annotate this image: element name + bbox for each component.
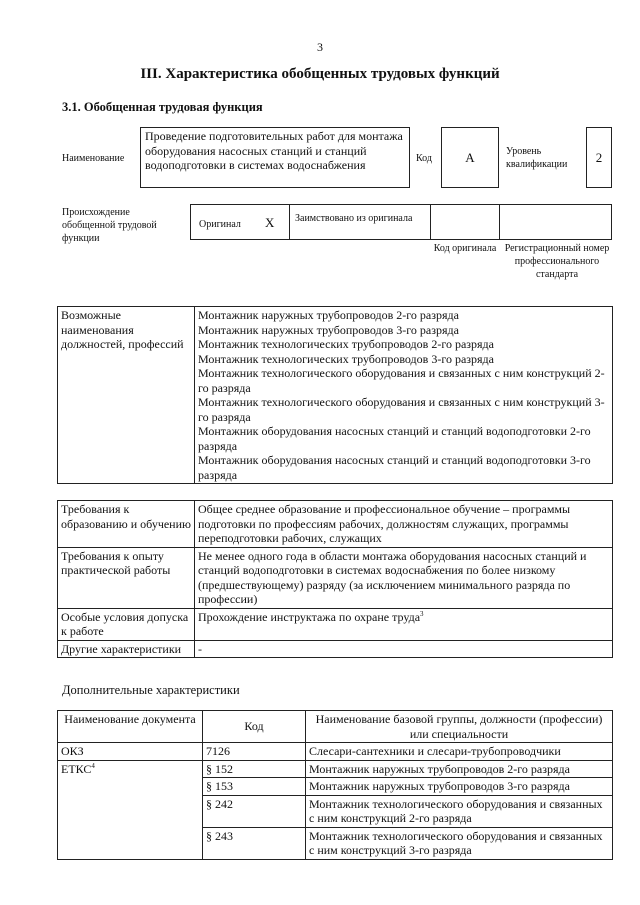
etks-name: Монтажник технологического оборудования и связанных с ним конструкций 3-го разряда bbox=[306, 827, 613, 859]
list-item: Монтажник технологических трубопроводов 3-го разряда bbox=[198, 351, 494, 366]
section-title: III. Характеристика обобщенных трудовых функций bbox=[140, 66, 500, 82]
column-header-document: Наименование документа bbox=[58, 711, 203, 743]
okz-doc: ОКЗ bbox=[58, 743, 203, 761]
etks-code: § 243 bbox=[203, 827, 306, 859]
list-item: Монтажник оборудования насосных станций и станций водоподготовки 2-го разряда bbox=[198, 424, 591, 453]
etks-code: § 152 bbox=[203, 760, 306, 778]
etks-code: § 153 bbox=[203, 778, 306, 796]
other-value: - bbox=[195, 640, 613, 658]
additional-table bbox=[57, 710, 613, 860]
origin-label: Происхождение обобщенной трудовой функции bbox=[62, 207, 157, 244]
column-header-code: Код bbox=[203, 711, 306, 743]
table-row bbox=[58, 760, 613, 778]
table-row bbox=[58, 711, 613, 743]
function-name-box bbox=[140, 127, 410, 188]
education-label: Требования к образованию и обучению bbox=[58, 501, 195, 548]
etks-name: Монтажник наружных трубопроводов 3-го разряда bbox=[306, 778, 613, 796]
list-item: Монтажник наружных трубопроводов 3-го разряда bbox=[198, 322, 459, 337]
list-item: Монтажник технологического оборудования и связанных с ним конструкций 2-го разряда bbox=[198, 366, 605, 395]
original-box bbox=[190, 204, 290, 240]
okz-code: 7126 bbox=[203, 743, 306, 761]
list-item: Монтажник оборудования насосных станций и станций водоподготовки 3-го разряда bbox=[198, 453, 591, 482]
etks-name: Монтажник наружных трубопроводов 2-го разряда bbox=[306, 760, 613, 778]
reg-number-label: Регистрационный номер профессионального стандарта bbox=[504, 243, 610, 280]
code-label: Код bbox=[416, 153, 432, 164]
etks-doc-cell bbox=[58, 760, 203, 859]
education-value: Общее среднее образование и профессиональное обучение – программы подготовки по профессиям рабочих, должностям служащих, программы переподготовки рабочих, служащих bbox=[195, 501, 613, 548]
table-row bbox=[58, 501, 613, 548]
page-number: 3 bbox=[317, 40, 323, 54]
special-conditions-value: Прохождение инструктажа по охране труда bbox=[198, 609, 421, 624]
original-mark: Х bbox=[265, 215, 275, 230]
name-label: Наименование bbox=[62, 153, 125, 164]
experience-label: Требования к опыту практической работы bbox=[58, 547, 195, 608]
function-name-value: Проведение подготовительных работ для монтажа оборудования насосных станций и станций водоподготовки в системах водоснабжения bbox=[145, 129, 403, 172]
positions-list bbox=[195, 307, 613, 484]
code-value-box bbox=[441, 127, 499, 188]
table-row bbox=[58, 743, 613, 761]
list-item: Монтажник технологических трубопроводов 2-го разряда bbox=[198, 337, 494, 351]
special-conditions-label: Особые условия допуска к работе bbox=[58, 608, 195, 640]
list-item: Монтажник технологического оборудования и связанных с ним конструкций 3-го разряда bbox=[198, 395, 605, 424]
table-row bbox=[58, 640, 613, 658]
borrowed-label: Заимствовано из оригинала bbox=[295, 213, 413, 224]
code-original-box bbox=[430, 204, 500, 240]
footnote-ref: 4 bbox=[91, 761, 95, 770]
table-row bbox=[58, 307, 613, 484]
positions-table bbox=[57, 306, 613, 484]
etks-doc: ЕТКС bbox=[61, 761, 92, 776]
borrowed-box bbox=[289, 204, 431, 240]
level-value: 2 bbox=[595, 150, 603, 165]
okz-name: Слесари-сантехники и слесари-трубопроводчики bbox=[306, 743, 613, 761]
level-value-box bbox=[586, 127, 612, 188]
experience-value: Не менее одного года в области монтажа оборудования насосных станций и станций водоподготовки в системах водоснабжения по более низкому (предшествующему) разряду (за исключением минимального разряда по профессии) bbox=[195, 547, 613, 608]
subsection-title: 3.1. Обобщенная трудовая функция bbox=[62, 100, 263, 114]
table-row bbox=[58, 608, 613, 640]
reg-number-box bbox=[499, 204, 612, 240]
additional-title: Дополнительные характеристики bbox=[62, 683, 240, 697]
code-value: А bbox=[465, 150, 475, 165]
code-original-label: Код оригинала bbox=[433, 243, 497, 254]
footnote-ref: 3 bbox=[420, 609, 424, 618]
column-header-name: Наименование базовой группы, должности (профессии) или специальности bbox=[306, 711, 613, 743]
special-conditions-cell bbox=[195, 608, 613, 640]
level-label: Уровень квалификации bbox=[506, 146, 568, 170]
table-row bbox=[58, 547, 613, 608]
requirements-table bbox=[57, 500, 613, 658]
other-label: Другие характеристики bbox=[58, 640, 195, 658]
list-item: Монтажник наружных трубопроводов 2-го разряда bbox=[198, 308, 459, 322]
positions-label: Возможные наименования должностей, профессий bbox=[58, 307, 195, 484]
original-label: Оригинал bbox=[199, 219, 241, 230]
etks-name: Монтажник технологического оборудования и связанных с ним конструкций 2-го разряда bbox=[306, 795, 613, 827]
etks-code: § 242 bbox=[203, 795, 306, 827]
